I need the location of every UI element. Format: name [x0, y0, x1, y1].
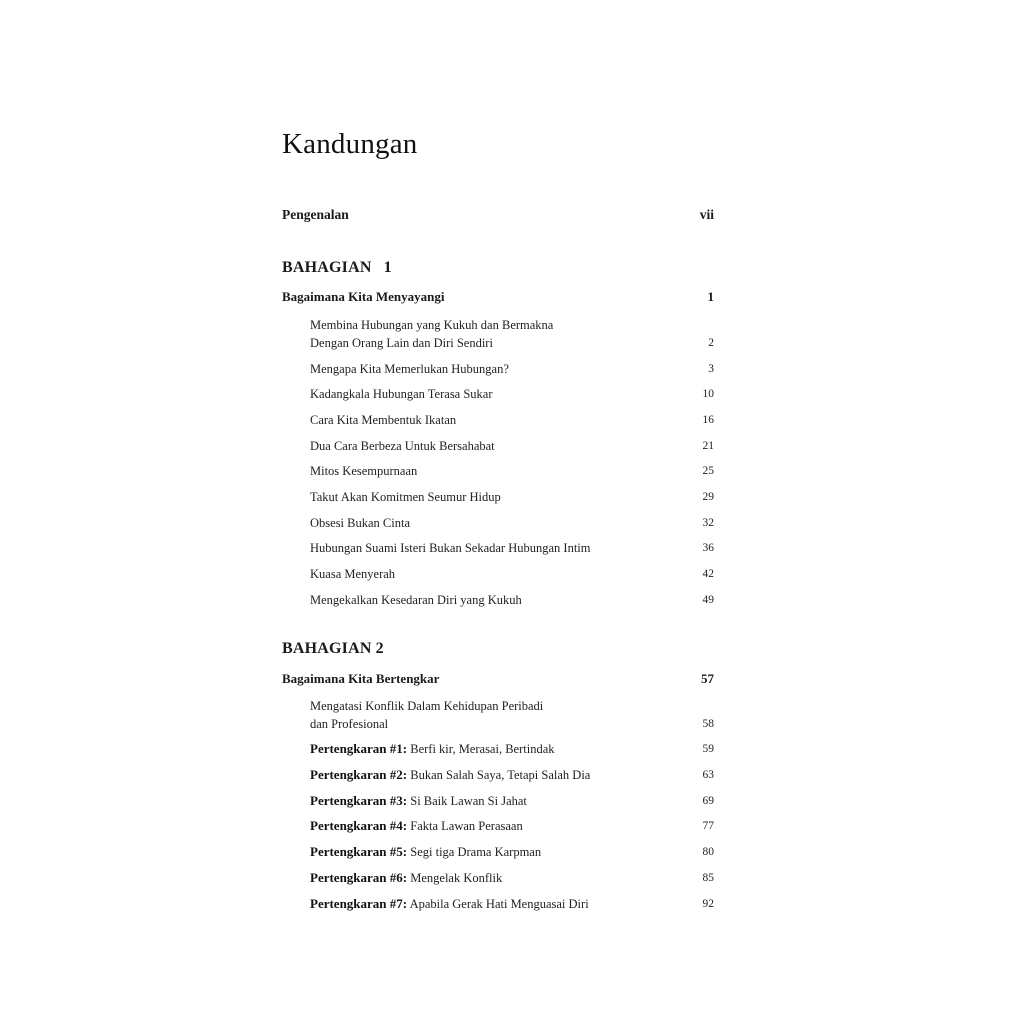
toc-entry-page: 42: [702, 568, 714, 580]
toc-entry-label: Pertengkaran #5: Segi tiga Drama Karpman: [310, 844, 542, 859]
toc-entry-page: 49: [702, 594, 714, 606]
toc-entry-page: 69: [702, 795, 714, 807]
toc-entry-page: 63: [702, 769, 714, 781]
toc-entry-page: 16: [702, 414, 714, 426]
toc-entry-label: Bagaimana Kita Bertengkar: [282, 671, 440, 686]
part-heading-label: BAHAGIAN: [282, 640, 372, 657]
toc-entry-page: 57: [701, 671, 714, 686]
part-heading-number: 2: [375, 640, 384, 657]
toc-entry-label: Mengatasi Konflik Dalam Kehidupan Peribadi dan Profesional: [310, 699, 544, 731]
toc-entry-page: 85: [702, 872, 714, 884]
toc-entry-page: 10: [702, 388, 714, 400]
toc-entry-label: Pertengkaran #4: Fakta Lawan Perasaan: [310, 818, 523, 833]
toc-entry-label: Obsesi Bukan Cinta: [310, 516, 410, 530]
toc-entry-page: 1: [707, 289, 714, 304]
part-1-heading: [282, 259, 392, 277]
toc-entry-label: Kuasa Menyerah: [310, 567, 396, 581]
toc-entry-label: Mengapa Kita Memerlukan Hubungan?: [310, 362, 509, 376]
toc-entry-label: Kadangkala Hubungan Terasa Sukar: [310, 387, 493, 401]
toc-entry-page: 77: [702, 820, 714, 832]
toc-entry-label: Cara Kita Membentuk Ikatan: [310, 413, 457, 427]
toc-entry-label: Takut Akan Komitmen Seumur Hidup: [310, 490, 501, 504]
page-title: Kandungan: [282, 128, 418, 160]
toc-entry-label: Pertengkaran #1: Berfi kir, Merasai, Bertindak: [310, 741, 555, 756]
toc-entry-page: 36: [702, 542, 714, 554]
toc-entry-label: Hubungan Suami Isteri Bukan Sekadar Hubungan Intim: [310, 541, 591, 555]
toc-entry-label: Pertengkaran #3: Si Baik Lawan Si Jahat: [310, 793, 527, 808]
toc-entry-label: Mitos Kesempurnaan: [310, 464, 418, 478]
toc-entry-page: 29: [702, 491, 714, 503]
toc-entry-page: 25: [702, 465, 714, 477]
toc-entry-page: 59: [702, 743, 714, 755]
toc-entry-page: vii: [699, 207, 714, 222]
toc-entry[interactable]: [282, 316, 714, 352]
toc-entry-label: Pertengkaran #6: Mengelak Konflik: [310, 870, 503, 885]
toc-entry-label: Pengenalan: [282, 207, 349, 222]
toc-entry-label: Pertengkaran #2: Bukan Salah Saya, Tetapi Salah Dia: [310, 767, 591, 782]
toc-entry-page: 80: [702, 846, 714, 858]
toc-entry-label: Membina Hubungan yang Kukuh dan Bermakna Dengan Orang Lain dan Diri Sendiri: [310, 318, 554, 350]
toc-entry-label: Pertengkaran #7: Apabila Gerak Hati Menguasai Diri: [310, 896, 589, 911]
toc-entry-page: 58: [702, 718, 714, 730]
toc-entry-label: Bagaimana Kita Menyayangi: [282, 289, 445, 304]
part-2-heading: [282, 640, 384, 658]
toc-entry-page: 21: [702, 440, 714, 452]
part-heading-label: BAHAGIAN: [282, 259, 372, 276]
toc-entry-page: 92: [702, 898, 714, 910]
toc-entry[interactable]: [282, 697, 714, 733]
toc-entry-page: 32: [702, 517, 714, 529]
part-heading-number: 1: [383, 259, 392, 276]
toc-entry-label: Dua Cara Berbeza Untuk Bersahabat: [310, 439, 495, 453]
toc-entry-label: Mengekalkan Kesedaran Diri yang Kukuh: [310, 593, 522, 607]
toc-entry-page: 3: [708, 363, 714, 375]
toc-entry-page: 2: [708, 337, 714, 349]
